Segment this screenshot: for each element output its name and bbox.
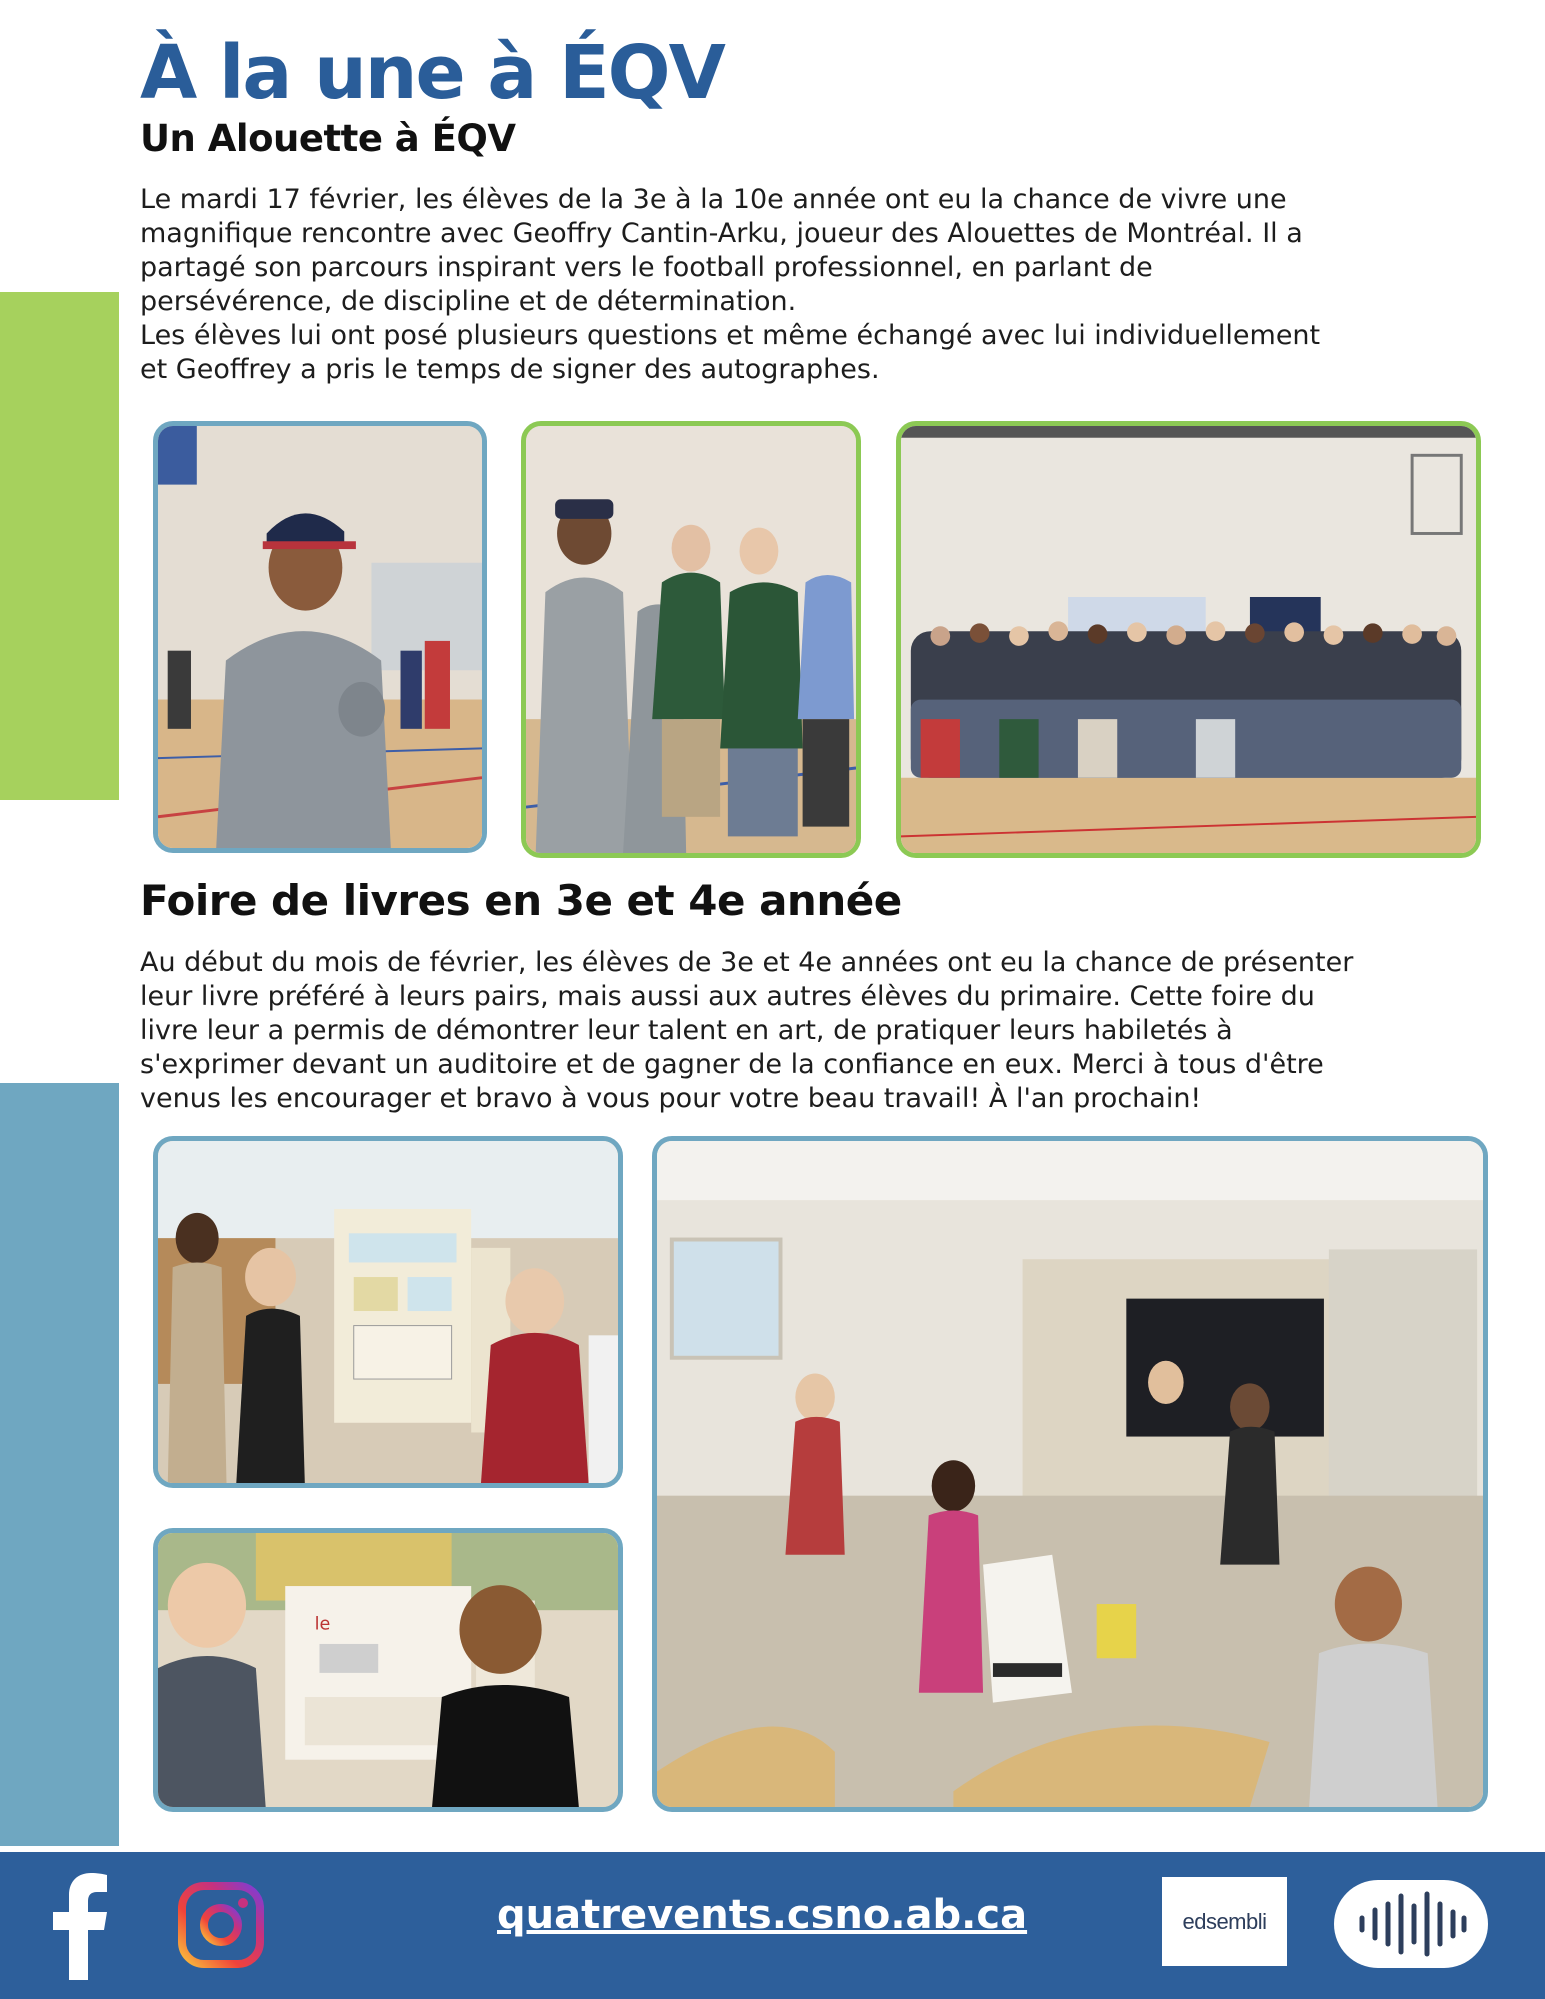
text-line: et Geoffrey a pris le temps de signer des autographes. [140,354,880,385]
edsembli-logo[interactable]: edsembli [1162,1877,1287,1966]
text-line: leur livre préféré à leurs pairs, mais aussi aux autres élèves du primaire. Cette foire du [140,981,1315,1012]
photo-player-gym [153,421,487,853]
text-line: s'exprimer devant un auditoire et de gagner de la confiance en eux. Merci à tous d'être [140,1049,1324,1080]
photo-book-fair-poster [153,1136,623,1488]
text-line: livre leur a permis de démontrer leur talent en art, de pratiquer leurs habiletés à [140,1015,1233,1046]
section-alouette-text [140,183,1515,387]
text-line: partagé son parcours inspirant vers le football professionnel, en parlant de [140,252,1153,283]
photo-book-fair-boys [153,1528,623,1812]
facebook-icon[interactable] [50,1870,110,1980]
section-alouette-title: Un Alouette à ÉQV [140,117,516,160]
website-link[interactable]: quatrevents.csno.ab.ca [497,1892,1028,1938]
footer [0,1852,1545,1999]
text-line: persévérence, de discipline et de détermination. [140,286,797,317]
photo-students-group [521,421,861,858]
blue-accent-bar [0,1083,119,1846]
text-line: Au début du mois de février, les élèves de 3e et 4e années ont eu la chance de présenter [140,947,1354,978]
instagram-icon[interactable] [178,1882,264,1968]
svg-text:le: le [314,1614,331,1635]
podcast-icon[interactable] [1334,1880,1488,1968]
section-foire-title: Foire de livres en 3e et 4e année [140,876,902,925]
text-line: Le mardi 17 février, les élèves de la 3e à la 10e année ont eu la chance de vivre une [140,184,1287,215]
photo-group-assembly [896,421,1481,858]
green-accent-bar [0,292,119,800]
page-title: À la une à ÉQV [140,30,724,116]
text-line: magnifique rencontre avec Geoffry Cantin-Arku, joueur des Alouettes de Montréal. Il a [140,218,1303,249]
text-line: venus les encourager et bravo à vous pour votre beau travail! À l'an prochain! [140,1083,1202,1114]
text-line: Les élèves lui ont posé plusieurs questions et même échangé avec lui individuellement [140,320,1321,351]
section-foire-text [140,946,1515,1116]
photo-classroom-book-fair [652,1136,1488,1812]
